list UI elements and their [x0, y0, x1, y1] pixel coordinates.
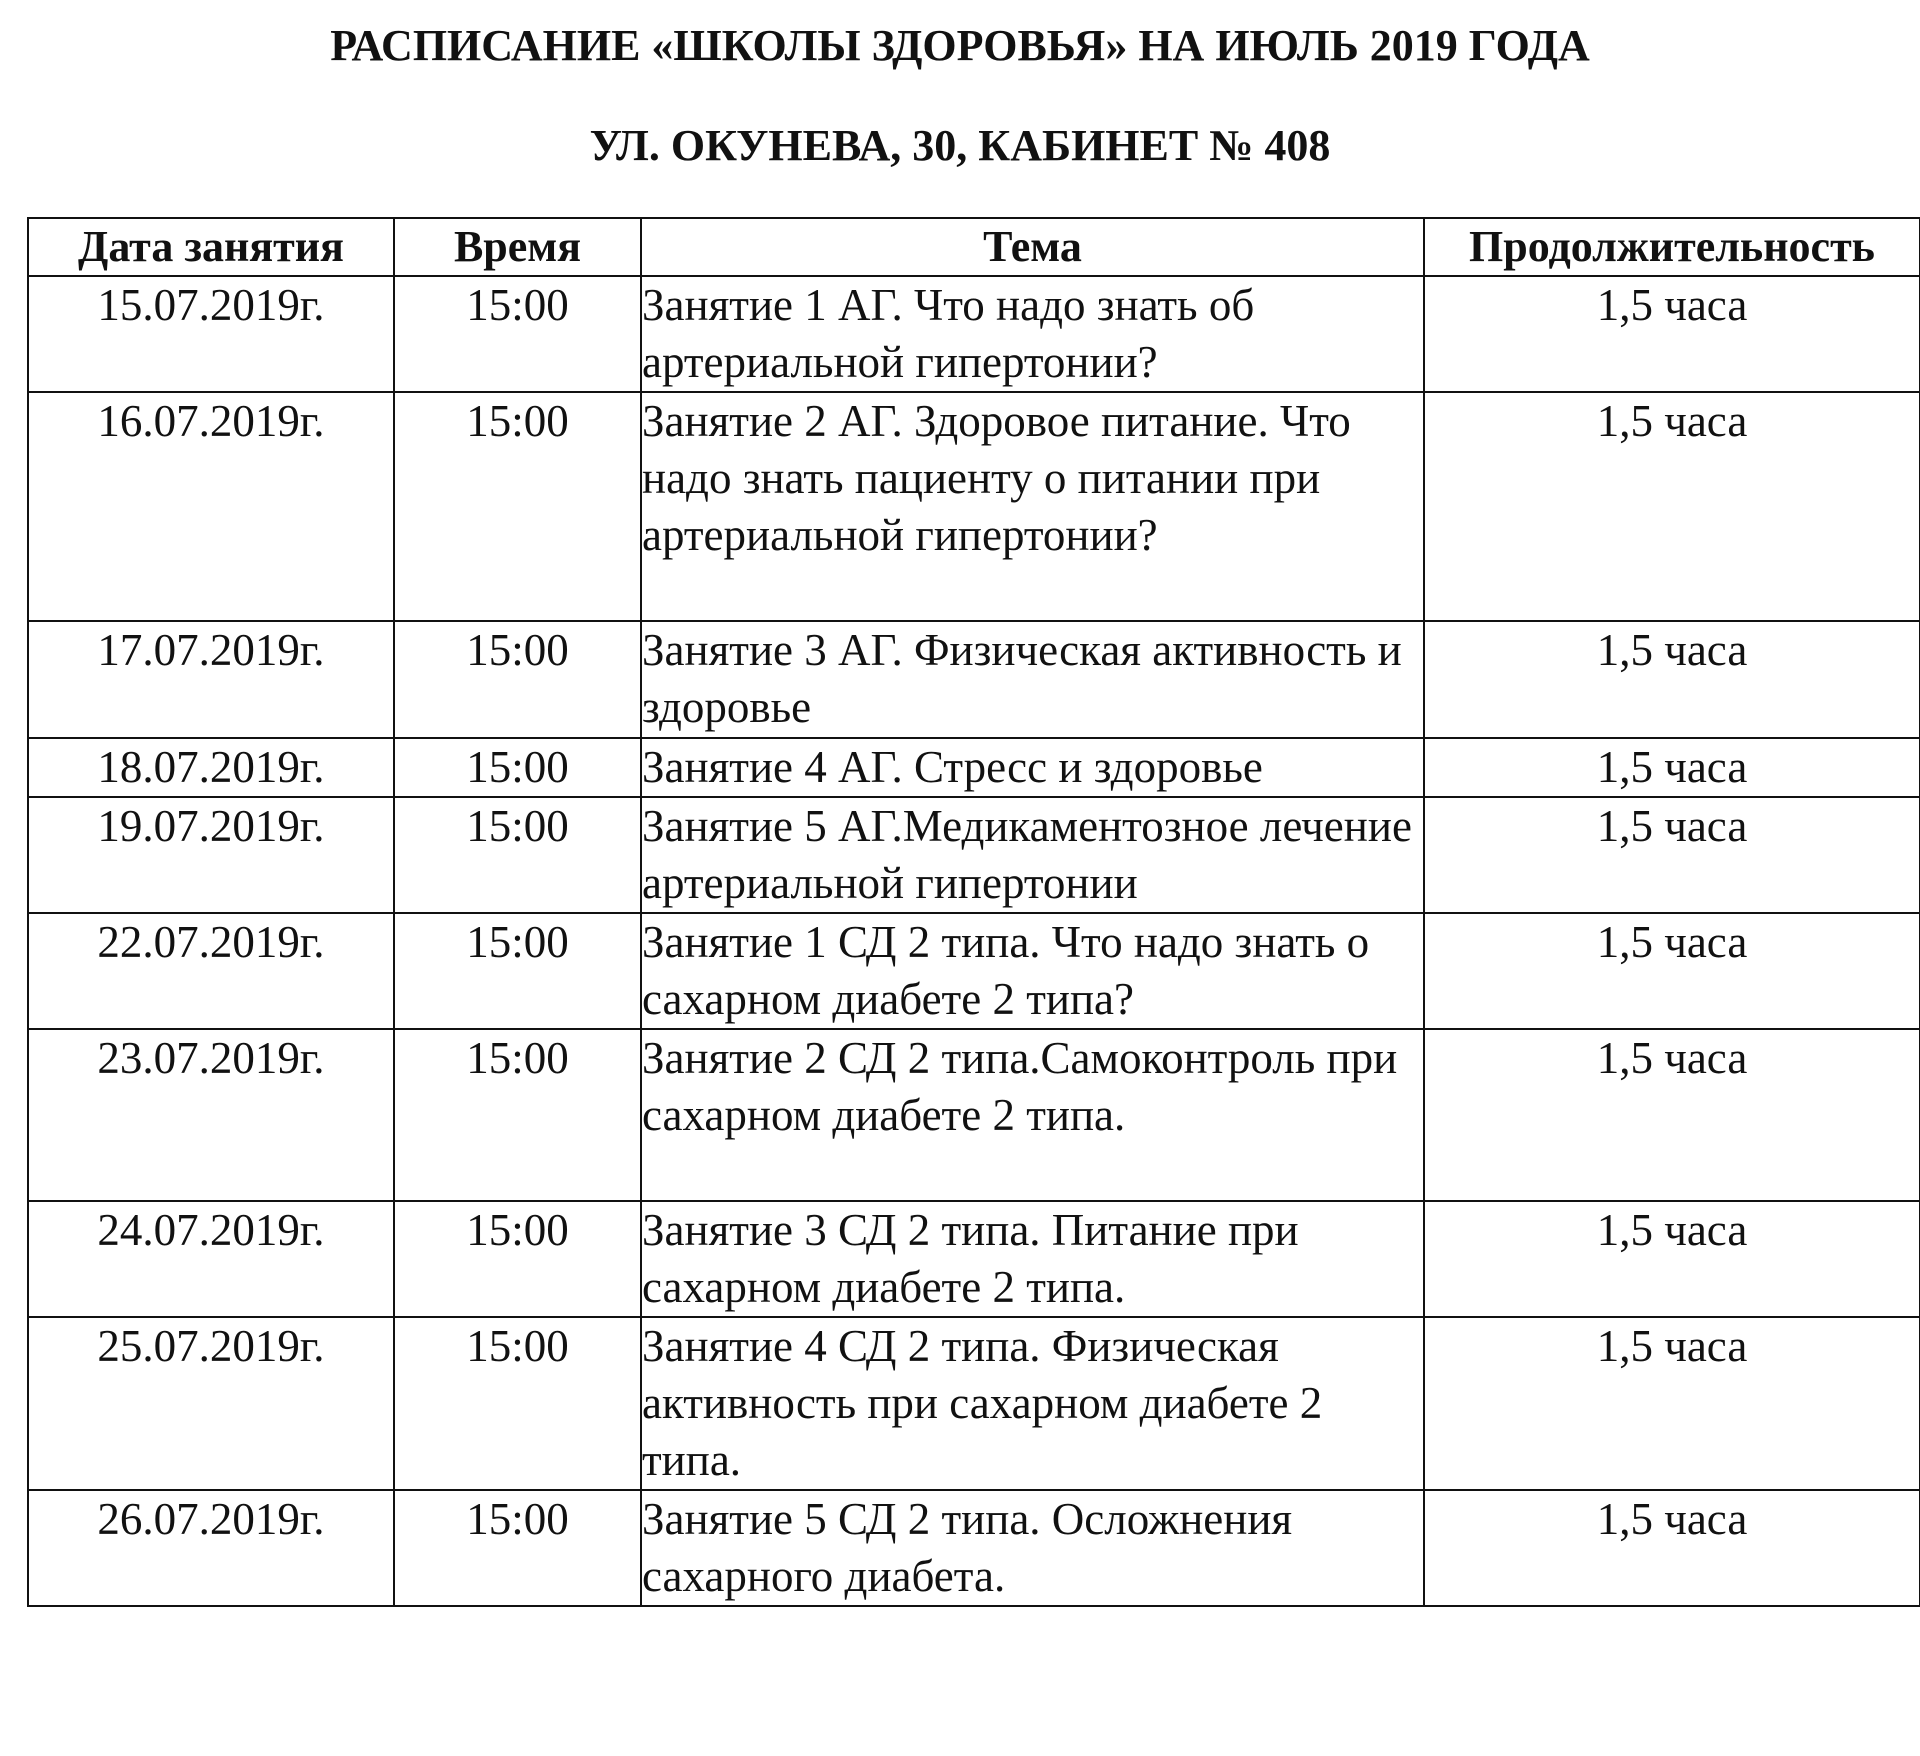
cell-duration: 1,5 часа — [1424, 1490, 1920, 1606]
cell-time: 15:00 — [394, 797, 641, 913]
table-row — [28, 1317, 1920, 1490]
cell-date: 15.07.2019г. — [28, 276, 394, 392]
cell-topic: Занятие 5 АГ.Медикаментозное лечение артериальной гипертонии — [641, 797, 1424, 913]
cell-topic: Занятие 1 СД 2 типа. Что надо знать о сахарном диабете 2 типа? — [641, 913, 1424, 1029]
header-time: Время — [394, 218, 641, 276]
table-row — [28, 1029, 1920, 1201]
cell-duration: 1,5 часа — [1424, 276, 1920, 392]
cell-date: 22.07.2019г. — [28, 913, 394, 1029]
schedule-table — [27, 217, 1920, 1607]
cell-topic: Занятие 2 АГ. Здоровое питание. Что надо знать пациенту о питании при артериальной гипертонии? — [641, 392, 1424, 621]
table-header-row — [28, 218, 1920, 276]
cell-duration: 1,5 часа — [1424, 392, 1920, 621]
header-duration: Продолжительность — [1424, 218, 1920, 276]
document-address: УЛ. ОКУНЕВА, 30, КАБИНЕТ № 408 — [589, 121, 1331, 170]
cell-date: 23.07.2019г. — [28, 1029, 394, 1201]
table-row — [28, 392, 1920, 621]
cell-duration: 1,5 часа — [1424, 1029, 1920, 1201]
cell-time: 15:00 — [394, 1201, 641, 1317]
cell-time: 15:00 — [394, 392, 641, 621]
cell-topic: Занятие 3 АГ. Физическая активность и здоровье — [641, 621, 1424, 738]
cell-date: 18.07.2019г. — [28, 738, 394, 797]
table-row — [28, 1490, 1920, 1606]
table-row — [28, 797, 1920, 913]
cell-date: 19.07.2019г. — [28, 797, 394, 913]
cell-date: 16.07.2019г. — [28, 392, 394, 621]
cell-duration: 1,5 часа — [1424, 913, 1920, 1029]
table-row — [28, 621, 1920, 738]
cell-topic: Занятие 2 СД 2 типа.Самоконтроль при сахарном диабете 2 типа. — [641, 1029, 1424, 1201]
cell-time: 15:00 — [394, 913, 641, 1029]
table-row — [28, 276, 1920, 392]
table-row — [28, 1201, 1920, 1317]
cell-time: 15:00 — [394, 621, 641, 738]
cell-time: 15:00 — [394, 1029, 641, 1201]
cell-duration: 1,5 часа — [1424, 621, 1920, 738]
cell-duration: 1,5 часа — [1424, 1201, 1920, 1317]
cell-duration: 1,5 часа — [1424, 797, 1920, 913]
cell-topic: Занятие 4 АГ. Стресс и здоровье — [641, 738, 1424, 797]
cell-duration: 1,5 часа — [1424, 1317, 1920, 1490]
cell-date: 26.07.2019г. — [28, 1490, 394, 1606]
cell-topic: Занятие 5 СД 2 типа. Осложнения сахарного диабета. — [641, 1490, 1424, 1606]
table-row — [28, 913, 1920, 1029]
cell-date: 24.07.2019г. — [28, 1201, 394, 1317]
cell-time: 15:00 — [394, 1490, 641, 1606]
cell-time: 15:00 — [394, 738, 641, 797]
cell-topic: Занятие 1 АГ. Что надо знать об артериальной гипертонии? — [641, 276, 1424, 392]
cell-topic: Занятие 3 СД 2 типа. Питание при сахарном диабете 2 типа. — [641, 1201, 1424, 1317]
header-date: Дата занятия — [28, 218, 394, 276]
cell-topic: Занятие 4 СД 2 типа. Физическая активность при сахарном диабете 2 типа. — [641, 1317, 1424, 1490]
cell-time: 15:00 — [394, 1317, 641, 1490]
header-topic: Тема — [641, 218, 1424, 276]
cell-date: 25.07.2019г. — [28, 1317, 394, 1490]
cell-date: 17.07.2019г. — [28, 621, 394, 738]
table-row — [28, 738, 1920, 797]
cell-duration: 1,5 часа — [1424, 738, 1920, 797]
document-title: РАСПИСАНИЕ «ШКОЛЫ ЗДОРОВЬЯ» НА ИЮЛЬ 2019 ГОДА — [330, 21, 1590, 70]
cell-time: 15:00 — [394, 276, 641, 392]
